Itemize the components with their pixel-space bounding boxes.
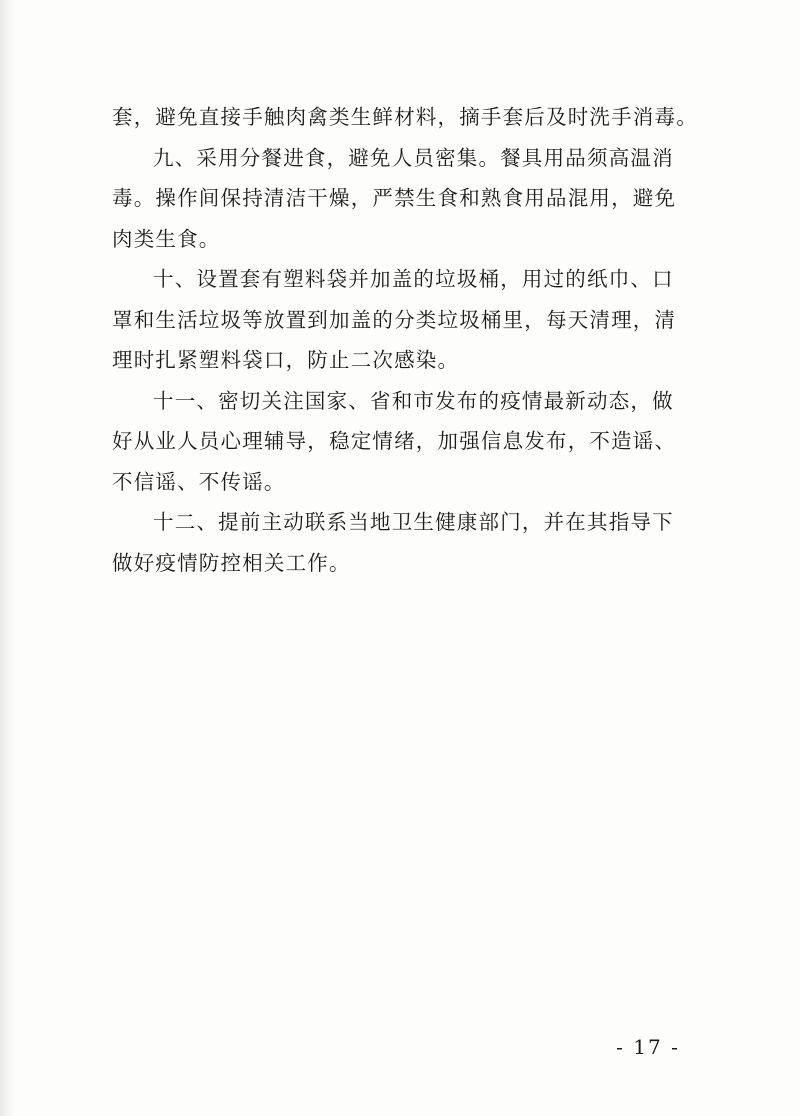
document-body bbox=[112, 97, 698, 583]
text-line: 做好疫情防控相关工作。 bbox=[112, 550, 351, 575]
paragraph-item-10 bbox=[112, 259, 684, 381]
text-line: 毒。操作间保持清洁干燥，严禁生食和熟食用品混用，避免 bbox=[112, 186, 677, 210]
paragraph-item-11 bbox=[112, 381, 684, 503]
paragraph-item-12 bbox=[112, 502, 684, 583]
text-line: 九、采用分餐进食，避免人员密集。餐具用品须高温消 bbox=[153, 145, 674, 170]
page-number: - 17 - bbox=[616, 1035, 680, 1059]
text-line: 理时扎紧塑料袋口，防止二次感染。 bbox=[112, 348, 460, 372]
text-line: 不信谣、不传谣。 bbox=[112, 469, 286, 494]
paragraph-continuation bbox=[112, 97, 698, 138]
text-line: 十一、密切关注国家、省和市发布的疫情最新动态，做 bbox=[153, 388, 674, 413]
text-line: 十、设置套有塑料袋并加盖的垃圾桶，用过的纸巾、口 bbox=[153, 267, 674, 291]
text-line: 肉类生食。 bbox=[112, 226, 221, 251]
text-line: 好从业人员心理辅导，稳定情绪，加强信息发布，不造谣、 bbox=[112, 429, 677, 453]
text-line: 套，避免直接手触肉禽类生鲜材料，摘手套后及时洗手消毒。 bbox=[112, 105, 698, 129]
page-edge-shadow bbox=[0, 0, 14, 1116]
text-line: 十二、提前主动联系当地卫生健康部门，并在其指导下 bbox=[153, 510, 674, 534]
paragraph-item-9 bbox=[112, 138, 684, 260]
text-line: 罩和生活垃圾等放置到加盖的分类垃圾桶里，每天清理，清 bbox=[112, 307, 677, 332]
